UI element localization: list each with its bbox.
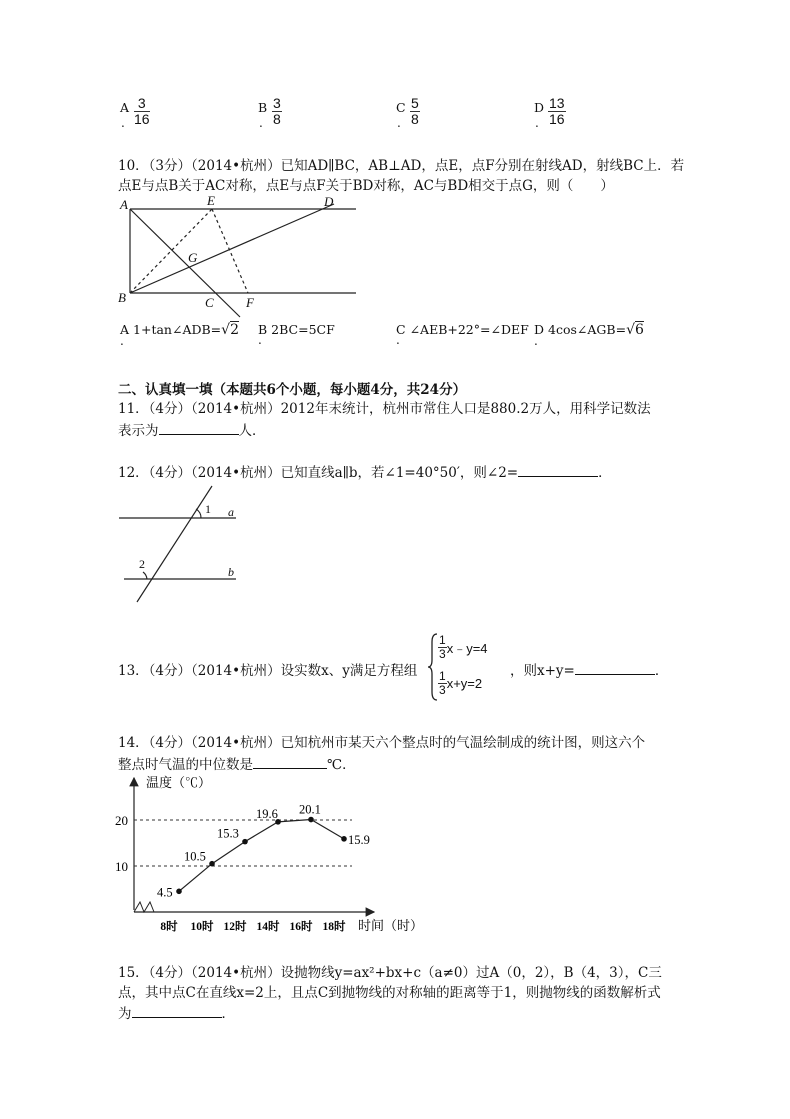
label-e: E [207, 194, 215, 208]
x-tick-label: 18时 [322, 921, 346, 933]
answer-blank[interactable] [253, 754, 327, 769]
option-fraction: $\frac{5}{8}$ [411, 95, 419, 127]
q14-line2: 整点时气温的中位数是 ℃． [118, 754, 356, 776]
option-letter: D [534, 100, 545, 115]
option-letter: A [120, 100, 130, 115]
answer-blank[interactable] [159, 420, 239, 435]
data-label: 4.5 [157, 885, 173, 900]
temperature-chart [112, 772, 432, 942]
q10-figure [112, 194, 364, 322]
y-tick-label: 20 [115, 813, 128, 828]
q10-line1: 10．（3分）（2014•杭州）已知AD∥BC，AB⊥AD，点E，点F分别在射线AD，射线BC上．若 [118, 158, 685, 174]
x-tick-label: 8时 [160, 921, 178, 933]
q10-option-c: C ∠AEB+22°=∠DEF . [396, 322, 529, 347]
line-a-label: a [228, 505, 234, 519]
option-fraction: $\frac{3}{8}$ [273, 95, 281, 127]
q11-line1: 11．（4分）（2014•杭州）2012年末统计，杭州市常住人口是880.2万人，用科学记数法 [118, 401, 651, 417]
data-label: 15.9 [348, 832, 370, 847]
y-tick-label: 10 [115, 859, 128, 874]
angle-1-label: 1 [205, 502, 211, 516]
equation-system [428, 632, 508, 702]
q9-options: A . $\frac{3}{16}$ B . $\frac{3}{8}$ C . $\frac{5}{8}$ D . $\frac{13}{16}$ [120, 95, 565, 130]
data-point [209, 861, 215, 867]
label-g: G [188, 250, 198, 265]
data-label: 10.5 [184, 849, 206, 864]
option-letter: B [258, 100, 268, 115]
option-fraction: $\frac{3}{16}$ [134, 95, 150, 127]
data-point [308, 817, 314, 823]
data-point [341, 836, 347, 842]
q12-figure [112, 484, 246, 608]
q13-prefix: 13．（4分）（2014•杭州）设实数x、y满足方程组 [118, 663, 418, 679]
data-label: 20.1 [299, 802, 321, 817]
label-f: F [246, 295, 254, 310]
q15-line2: 点，其中点C在直线x=2上，且点C到抛物线的对称轴的距离等于1，则抛物线的函数解析式 [118, 985, 661, 1001]
q15-line1: 15．（4分）（2014•杭州）设抛物线y=ax²+bx+c（a≠0）过A（0，2），B（4，3），C三 [118, 965, 662, 981]
x-axis-label: 时间（时） [358, 918, 424, 933]
q14-line1: 14．（4分）（2014•杭州）已知杭州市某天六个整点时的气温绘制成的统计图，则这六个 [118, 735, 646, 751]
section-title: 二、认真填一填（本题共6个小题，每小题4分，共24分） [118, 382, 467, 398]
label-c: C [205, 295, 214, 310]
equation-1: $\frac{1}{3}$ x﹣y=4 [439, 633, 488, 661]
q15-line3: 为 ． [118, 1003, 235, 1025]
data-point [176, 889, 182, 895]
equation-2: $\frac{1}{3}$ x+y=2 [439, 669, 483, 697]
axis-break [134, 902, 154, 912]
q10-option-d: D 4cos∠AGB=√6 . [534, 322, 644, 348]
data-label: 15.3 [217, 826, 239, 841]
answer-blank[interactable] [575, 660, 655, 675]
q11-line2: 表示为 人． [118, 420, 266, 442]
q10-option-b: B 2BC=5CF . [258, 322, 335, 347]
answer-blank[interactable] [132, 1003, 222, 1018]
option-letter: C [396, 100, 406, 115]
label-a: A [120, 197, 128, 212]
q13-suffix: ，则x+y= ． [510, 660, 668, 682]
angle-2-label: 2 [139, 557, 145, 571]
left-brace [428, 632, 438, 702]
line-b-label: b [228, 565, 234, 579]
label-d: D [324, 194, 334, 209]
x-tick-label: 12时 [223, 921, 247, 933]
q12-text: 12．（4分）（2014•杭州）已知直线a∥b，若∠1=40°50′，则∠2= ． [118, 462, 612, 484]
answer-blank[interactable] [518, 462, 598, 477]
y-axis-label: 温度（℃） [146, 775, 212, 790]
q10-line2: 点E与点B关于AC对称，点E与点F关于BD对称，AC与BD相交于点G，则（ ） [118, 178, 614, 194]
x-tick-label: 16时 [289, 921, 313, 933]
x-tick-label: 10时 [190, 921, 214, 933]
q10-options [120, 322, 680, 358]
x-tick-label: 14时 [256, 921, 280, 933]
data-label: 19.6 [256, 806, 278, 821]
q10-option-a: A 1+tan∠ADB=√2 . [120, 322, 239, 348]
data-point [242, 839, 248, 845]
label-b: B [118, 290, 126, 305]
option-fraction: $\frac{13}{16}$ [549, 95, 565, 127]
